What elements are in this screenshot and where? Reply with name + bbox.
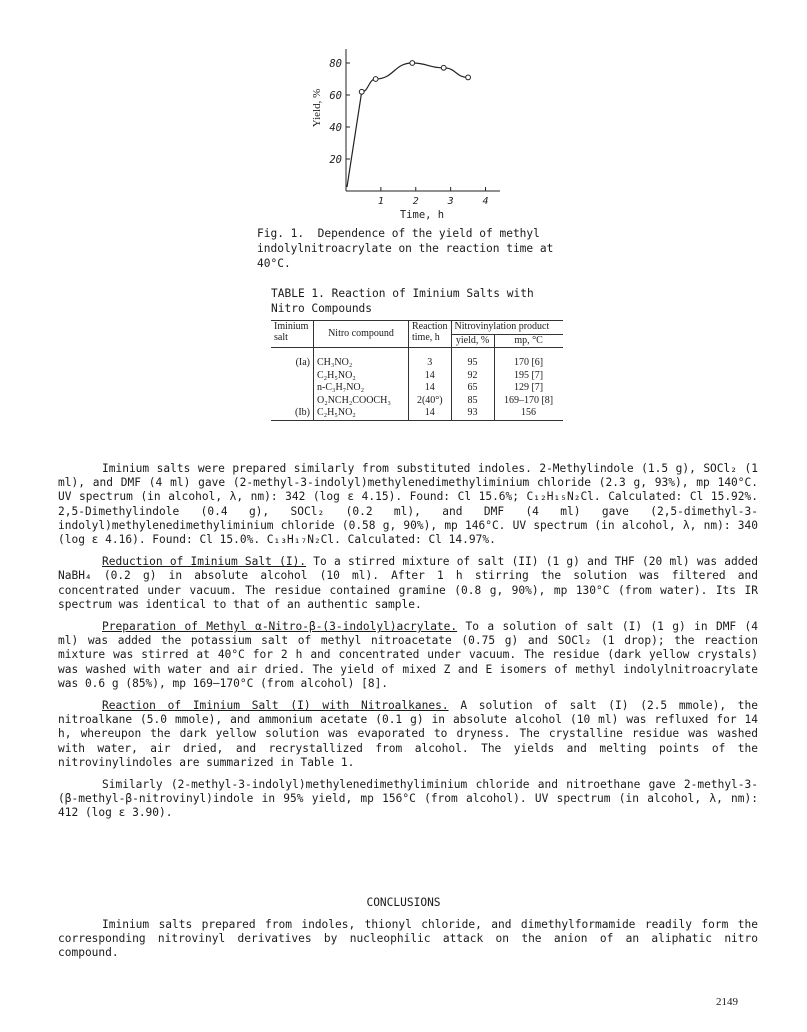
x-tick-label: 2 — [412, 196, 419, 207]
header-nitro-compound: Nitro compound — [314, 321, 409, 348]
x-tick-label: 1 — [377, 196, 384, 207]
chart-ticks — [329, 58, 488, 207]
salt-cell: (Ib) — [271, 407, 314, 420]
table-body — [271, 348, 563, 421]
conclusions-text-block — [58, 918, 758, 969]
heading-nitroalkanes: Reaction of Iminium Salt (I) with Nitroalkanes. — [102, 699, 449, 713]
chart-axes — [346, 49, 500, 191]
table-row — [271, 370, 563, 383]
header-iminium-salt: Iminium salt — [271, 321, 314, 348]
paragraph-conclusions: Iminium salts prepared from indoles, thionyl chloride, and dimethylformamide readily form the corresponding nitrovinyl derivatives by nucleophilic attack on the anion of an aliphatic nitro compound. — [58, 918, 758, 960]
yield-vs-time-chart — [300, 30, 520, 225]
table-row — [271, 382, 563, 395]
y-axis-label: Yield, % — [311, 88, 323, 128]
series-line — [347, 63, 468, 187]
mp-cell: 156 — [494, 407, 563, 420]
yield-cell: 92 — [451, 370, 494, 383]
table-1 — [271, 320, 563, 421]
table-row — [271, 407, 563, 420]
table-row — [271, 348, 563, 370]
x-tick-label: 3 — [447, 196, 454, 207]
salt-cell — [271, 382, 314, 395]
y-tick-label: 20 — [329, 154, 342, 166]
y-tick-label: 80 — [329, 58, 342, 70]
yield-cell: 65 — [451, 382, 494, 395]
mp-cell: 195 [7] — [494, 370, 563, 383]
data-point — [466, 75, 471, 80]
yield-cell: 85 — [451, 395, 494, 408]
nitro-cell: n-C₃H₇NO₂ — [314, 382, 409, 395]
salt-cell: (Ia) — [295, 357, 310, 368]
salt-cell — [271, 370, 314, 383]
text-nitroalkanes: A solution of salt (I) (2.5 mmole), the nitroalkane (5.0 mmole), and ammonium acetate (0.1 g) in absolute alcohol (10 ml) was refluxed for 14 h, whereupon the dark yellow solution was evaporated to dryness. The crystalline residue was washed with water, air dried, and recrystallized from alcohol. The yields and melting points of the nitrovinylindoles are summarized in Table 1. — [58, 699, 758, 769]
paragraph-preparation — [58, 620, 758, 691]
x-axis-label: Time, h — [399, 209, 445, 221]
data-point — [441, 65, 446, 70]
header-yield: yield, % — [451, 334, 494, 348]
header-reaction-time: Reaction time, h — [409, 321, 452, 348]
header-mp: mp, °C — [494, 334, 563, 348]
time-cell: 14 — [409, 370, 452, 383]
body-text — [58, 462, 758, 829]
data-point — [410, 61, 415, 66]
nitro-cell: O₂NCH₂COOCH₃ — [314, 395, 409, 408]
series-points — [359, 61, 470, 95]
paragraph-iminium-salts: Iminium salts were prepared similarly from substituted indoles. 2-Methylindole (1.5 g), SOCl₂ (1 ml), and DMF (4 ml) gave (2-methyl-3-indolyl)methylenedimethyliminium chloride (2.3 g, 93%), mp 140°C. UV spectrum (in alcohol, λ, nm): 342 (log ε 4.15). Found: Cl 15.6%; C₁₂H₁₅N₂Cl. Calculated: Cl 15.92%. 2,5-Dimethylindole (0.4 g), SOCl₂ (0.2 ml), and DMF (4 ml) gave (2,5-dimethyl-3-indolyl)methylenedimethyliminium chloride (0.58 g, 90%), mp 146°C. UV spectrum (in alcohol, λ, nm): 340 (log ε 4.16). Found: Cl 15.0%. C₁₃H₁₇N₂Cl. Calculated: Cl 14.97%. — [58, 462, 758, 547]
time-cell: 14 — [409, 407, 452, 420]
paragraph-nitroalkanes — [58, 699, 758, 770]
table-title: TABLE 1. Reaction of Iminium Salts with Nitro Compounds — [271, 287, 534, 315]
heading-preparation: Preparation of Methyl α-Nitro-β-(3-indolyl)acrylate. — [102, 620, 458, 634]
data-point — [373, 77, 378, 82]
header-product: Nitrovinylation product — [451, 321, 563, 335]
table-row — [271, 395, 563, 408]
yield-cell: 93 — [451, 407, 494, 420]
nitro-cell: C₂H₅NO₂ — [314, 370, 409, 383]
figure-caption: Fig. 1. Dependence of the yield of methyl indolylnitroacrylate on the reaction time at 40°C. — [257, 227, 561, 270]
mp-cell: 129 [7] — [494, 382, 563, 395]
nitro-cell: CH₃NO₂ — [314, 348, 409, 370]
paragraph-similarly: Similarly (2-methyl-3-indolyl)methylenedimethyliminium chloride and nitroethane gave 2-methyl-3-(β-methyl-β-nitrovinyl)indole in 95% yield, mp 156°C (from alcohol). UV spectrum (in alcohol, λ, nm): 412 (log ε 3.90). — [58, 778, 758, 820]
page-number: 2149 — [716, 996, 738, 1008]
conclusions-heading: CONCLUSIONS — [366, 896, 441, 909]
time-cell: 14 — [409, 382, 452, 395]
nitro-cell: C₂H₅NO₂ — [314, 407, 409, 420]
y-tick-label: 40 — [329, 122, 342, 134]
salt-cell — [271, 395, 314, 408]
x-tick-label: 4 — [482, 196, 489, 207]
text-reduction: To a stirred mixture of salt (II) (1 g) and THF (20 ml) was added NaBH₄ (0.2 g) in absolute alcohol (10 ml). After 1 h stirring the solution was filtered and concentrated under vacuum. The residue contained gramine (0.8 g, 90%), mp 130°C (from water). Its IR spectrum was identical to that of an authentic sample. — [58, 555, 758, 611]
mp-cell: 170 [6] — [494, 348, 563, 370]
paragraph-reduction — [58, 555, 758, 612]
time-cell: 2(40°) — [409, 395, 452, 408]
data-point — [359, 89, 364, 94]
y-tick-label: 60 — [329, 90, 342, 102]
yield-cell: 95 — [451, 348, 494, 370]
heading-reduction: Reduction of Iminium Salt (I). — [102, 555, 307, 569]
text-preparation: To a solution of salt (I) (1 g) in DMF (4 ml) was added the potassium salt of methyl nitroacetate (0.75 g) and SOCl₂ (1 drop); the reaction mixture was stirred at 40°C for 2 h and concentrated under vacuum. The residue (dark yellow crystals) was washed with water and air dried. The yield of mixed Z and E isomers of methyl indolylnitroacrylate was 0.6 g (85%), mp 169–170°C (from alcohol) [8]. — [58, 620, 759, 690]
mp-cell: 169–170 [8] — [494, 395, 563, 408]
time-cell: 3 — [409, 348, 452, 370]
